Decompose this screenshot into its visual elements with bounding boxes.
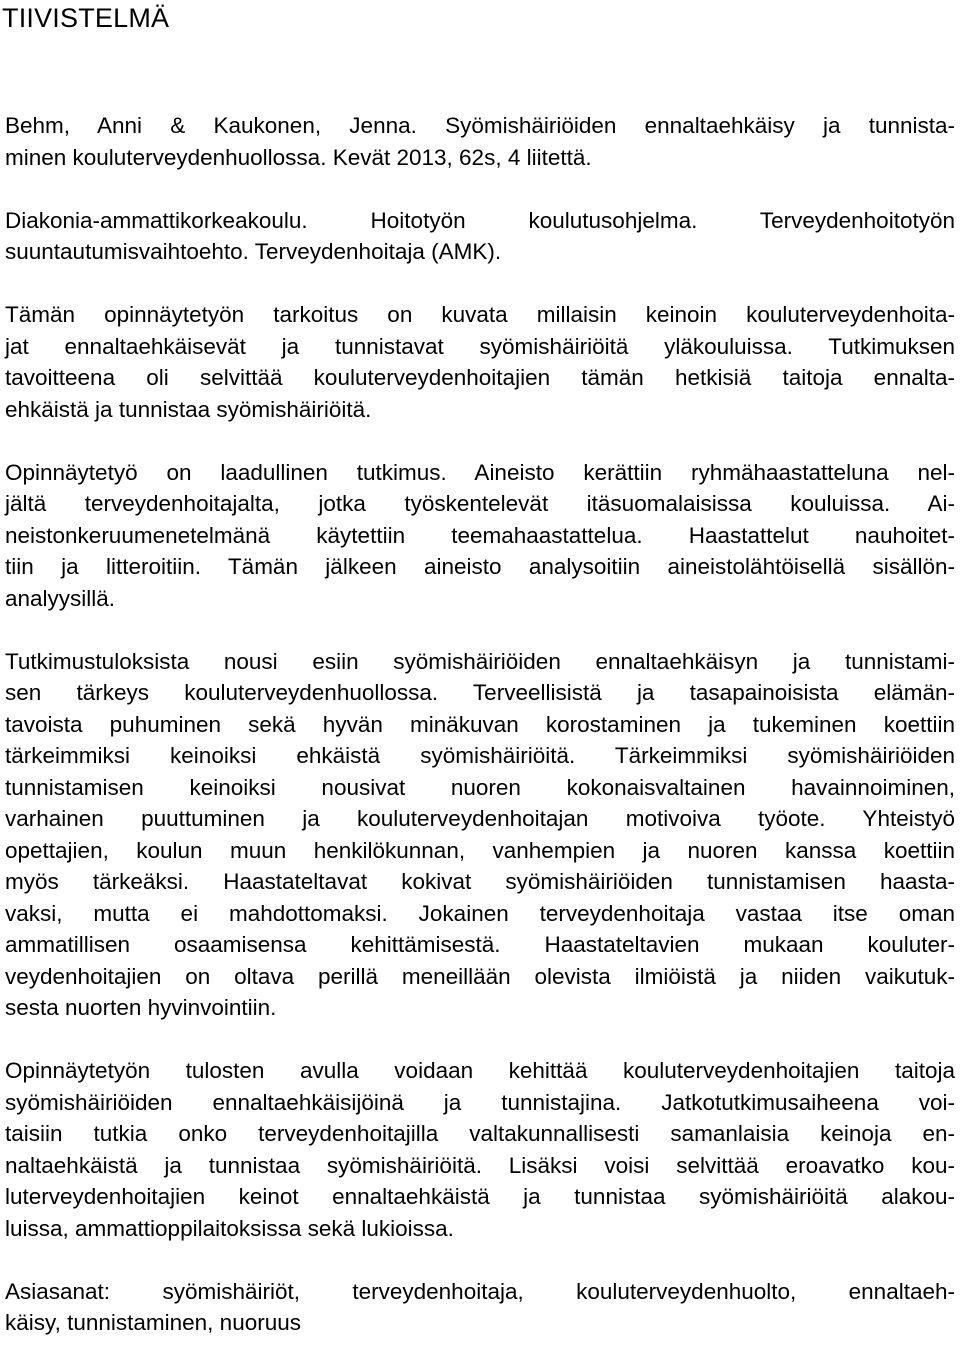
text-line: ammatillisen osaamisensa kehittämisestä. Haastateltavien mukaan kouluter- xyxy=(5,932,955,957)
text-line: varhainen puuttuminen ja kouluterveydenhoitajan motivoiva työote. Yhteistyö xyxy=(5,806,955,831)
text-line: myös tärkeäksi. Haastateltavat kokivat syömishäiriöiden tunnistamisen haasta- xyxy=(5,869,955,894)
page-title: TIIVISTELMÄ xyxy=(2,3,170,33)
text-line: käisy, tunnistaminen, nuoruus xyxy=(5,1310,301,1335)
text-line: vaksi, mutta ei mahdottomaksi. Jokainen terveydenhoitaja vastaa itse oman xyxy=(5,900,955,926)
text-line: sen tärkeys kouluterveydenhuollossa. Terveellisistä ja tasapainoisista elämän- xyxy=(5,680,955,705)
citation-paragraph xyxy=(5,110,955,173)
text-line: opettajien, koulun muun henkilökunnan, vanhempien ja nuoren kanssa koettiin xyxy=(5,837,955,863)
results-paragraph xyxy=(5,646,955,1024)
text-line: minen kouluterveydenhuollossa. Kevät 2013, 62s, 4 liitettä. xyxy=(5,144,592,170)
method-paragraph xyxy=(5,457,955,615)
text-line: Asiasanat: syömishäiriöt, terveydenhoitaja, kouluterveydenhuolto, ennaltaeh- xyxy=(5,1278,955,1304)
conclusion-paragraph xyxy=(5,1055,955,1244)
text-line: naltaehkäistä ja tunnistaa syömishäiriöitä. Lisäksi voisi selvittää eroavatko kou- xyxy=(5,1152,955,1178)
text-line: ehkäistä ja tunnistaa syömishäiriöitä. xyxy=(5,396,372,422)
text-line: sesta nuorten hyvinvointiin. xyxy=(5,995,277,1020)
text-line: tunnistamisen keinoiksi nousivat nuoren kokonaisvaltainen havainnoiminen, xyxy=(5,774,955,800)
text-line: veydenhoitajien on oltava perillä meneillään olevista ilmiöistä ja niiden vaikutuk- xyxy=(5,963,955,989)
abstract-body xyxy=(5,110,955,1370)
text-line: luterveydenhoitajien keinot ennaltaehkäistä ja tunnistaa syömishäiriöitä alakou- xyxy=(5,1184,955,1209)
text-line: tiin ja litteroitiin. Tämän jälkeen aineisto analysoitiin aineistolähtöisellä sisällön- xyxy=(5,554,955,579)
text-line: Opinnäytetyö on laadullinen tutkimus. Aineisto kerättiin ryhmähaastatteluna nel- xyxy=(5,459,955,485)
text-line: tärkeimmiksi keinoiksi ehkäistä syömishäiriöitä. Tärkeimmiksi syömishäiriöiden xyxy=(5,743,955,768)
institution-paragraph xyxy=(5,205,955,268)
text-line: jältä terveydenhoitajalta, jotka työskentelevät itäsuomalaisissa kouluissa. Ai- xyxy=(5,491,955,516)
text-line: Behm, Anni & Kaukonen, Jenna. Syömishäiriöiden ennaltaehkäisy ja tunnista- xyxy=(5,113,955,138)
text-line: jat ennaltaehkäisevät ja tunnistavat syömishäiriöitä yläkouluissa. Tutkimuksen xyxy=(5,333,955,359)
text-line: Diakonia-ammattikorkeakoulu. Hoitotyön koulutusohjelma. Terveydenhoitotyön xyxy=(5,207,955,233)
text-line: taisiin tutkia onko terveydenhoitajilla valtakunnallisesti samanlaisia keinoja en- xyxy=(5,1121,955,1146)
text-line: syömishäiriöiden ennaltaehkäisijöinä ja tunnistajina. Jatkotutkimusaiheena voi- xyxy=(5,1089,955,1115)
text-line: luissa, ammattioppilaitoksissa sekä lukioissa. xyxy=(5,1215,454,1241)
text-line: analyysillä. xyxy=(5,585,116,611)
text-line: Opinnäytetyön tulosten avulla voidaan kehittää kouluterveydenhoitajien taitoja xyxy=(5,1058,955,1083)
keywords-paragraph xyxy=(5,1276,955,1339)
text-line: Tutkimustuloksista nousi esiin syömishäiriöiden ennaltaehkäisyn ja tunnistami- xyxy=(5,648,955,674)
text-line: suuntautumisvaihtoehto. Terveydenhoitaja (AMK). xyxy=(5,239,502,264)
purpose-paragraph xyxy=(5,299,955,425)
text-line: tavoitteena oli selvittää kouluterveydenhoitajien tämän hetkisiä taitoja ennalta- xyxy=(5,365,955,390)
text-line: Tämän opinnäytetyön tarkoitus on kuvata millaisin keinoin kouluterveydenhoita- xyxy=(5,302,955,327)
text-line: tavoista puhuminen sekä hyvän minäkuvan korostaminen ja tukeminen koettiin xyxy=(5,711,955,737)
text-line: neistonkeruumenetelmänä käytettiin teemahaastattelua. Haastattelut nauhoitet- xyxy=(5,522,955,548)
